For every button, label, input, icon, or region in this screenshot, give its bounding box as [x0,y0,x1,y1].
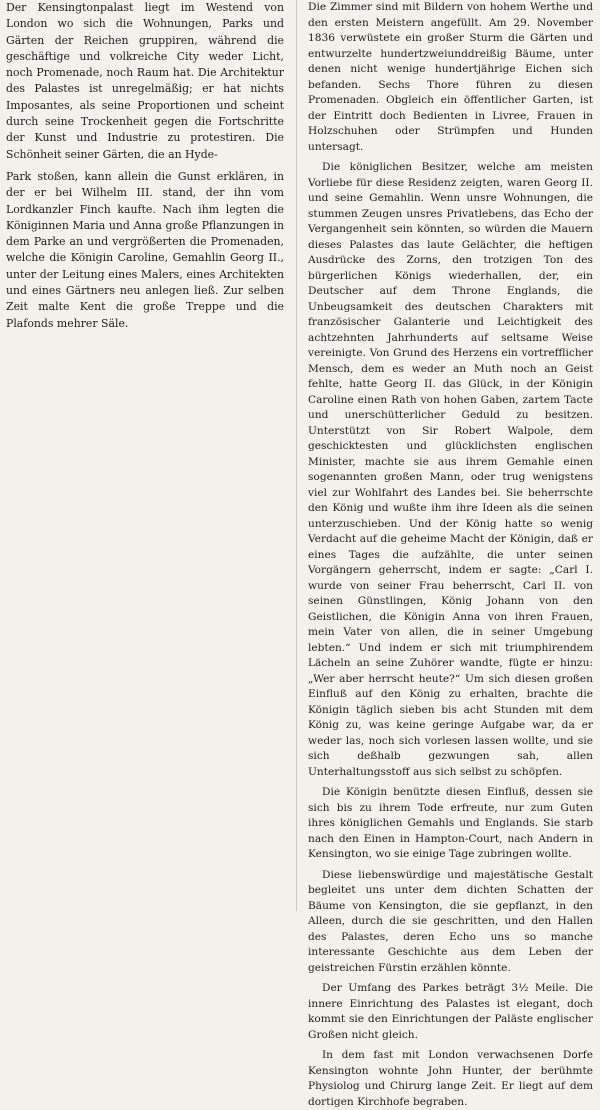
right-paragraph-6: In dem fast mit London verwachsenen Dorfe Kensington wohnte John Hunter, der berühmte Physiolog und Chirurg lange Zeit. Er liegt auf dem dortigen Kirchhofe begraben. [308,1049,593,1108]
column-divider [296,0,297,911]
right-paragraph-3: Die Königin benützte diesen Einfluß, dessen sie sich bis zu ihrem Tode erfreute, nur zum Guten ihres königlichen Gemahls und Englands. Sie starb nach den Einen in Hampton-Court, nach Andern in Kensington, wo sie einige Tage zubringen wollte. [308,786,593,860]
left-column [6,0,284,332]
right-paragraph-5: Der Umfang des Parkes beträgt 3½ Meile. Die innere Einrichtung des Palastes ist elegant, doch kommt sie den Einrichtungen der Paläste englischer Großen nicht gleich. [308,982,593,1041]
right-paragraph-4: Diese liebenswürdige und majestätische Gestalt begleitet uns unter dem dichten Schatten der Bäume von Kensington, die sie gepflanzt, in den Alleen, durch die sie geschritten, und den Hallen des Palastes, deren Echo uns so manche interessante Geschichte aus dem Leben der geistreichen Fürstin erzählen könnte. [308,868,593,974]
right-paragraph-1: Die Zimmer sind mit Bildern von hohem Werthe und den ersten Meistern angefüllt. Am 29. November 1836 verwüstete ein großer Sturm die Gärten und entwurzelte hundertzweiunddreißig Bäume, unter denen nicht wenige hundertjährige Eichen sich befanden. Sechs Thore führen zu diesen Promenaden. Obgleich ein öffentlicher Garten, ist der Eintritt doch Bedienten in Livree, Frauen in Holzschuhen oder Strümpfen und Hunden untersagt. [308,1,593,153]
right-column [308,0,593,1110]
left-paragraph-2: Park stoßen, kann allein die Gunst erklären, in der er bei Wilhelm III. stand, der ihn vom Lordkanzler Finch kaufte. Nach ihm legten die Königinnen Maria und Anna große Pflanzungen in dem Parke an und vergrößerten die Promenaden, welche die Königin Caroline, Gemahlin Georg II., unter der Leitung eines Malers, eines Architekten und eines Gärtners neu anlegen ließ. Zur selben Zeit malte Kent die große Treppe und die Plafonds mehrer Säle. [6,169,284,330]
right-paragraph-2: Die königlichen Besitzer, welche am meisten Vorliebe für diese Residenz zeigten, waren Georg II. und seine Gemahlin. Wenn unsre Wohnungen, die stummen Zeugen unsres Privatlebens, das Echo der Vergangenheit sein könnten, so würden die Mauern dieses Palastes das laute Gelächter, die heftigen Ausdrücke des Zorns, den trotzigen Ton des bürgerlichen Königs wiederhallen, der, ein Deutscher auf dem Throne Englands, die Unbeugsamkeit des deutschen Charakters mit französischer Galanterie und Leichtigkeit des achtzehnten Jahrhunderts auf seltsame Weise vereinigte. Von Grund des Herzens ein vortrefflicher Mensch, dem es weder an Muth noch an Geist fehlte, hatte Georg II. das Glück, in der Königin Caroline einen Rath von hohen Gaben, zartem Tacte und unerschütterlicher Geduld zu besitzen. Unterstützt von Sir Robert Walpole, dem geschicktesten und glücklichsten englischen Minister, machte sie aus ihrem Gemahle einen sogenannten großen Mann, oder trug wenigstens viel zur Wohlfahrt des Landes bei. Sie beherrschte den König und wußte ihm ihre Ideen als die seinen unterzuschieben. Und der König hatte so wenig Verdacht auf die geheime Macht der Königin, daß er eines Tages die aufzählte, die unter seinen Vorgängern geherrscht, indem er sagte: „Carl I. wurde von seiner Frau beherrscht, Carl II. von seinen Günstlingen, König Johann von den Geistlichen, die Königin Anna von ihren Frauen, mein Vater von allen, die in seiner Umgebung lebten.“ Und indem er sich mit triumphirendem Lächeln an seine Zuhörer wandte, fügte er hinzu: „Wer aber herrscht heute?“ Um sich diesen großen Einfluß auf den König zu erhalten, brachte die Königin täglich sieben bis acht Stunden mit dem König zu, was keine geringe Aufgabe war, da er weder las, noch sich vorlesen lassen wollte, und sie sich deßhalb gezwungen sah, allen Unterhaltungsstoff aus sich selbst zu schöpfen. [308,161,593,778]
left-paragraph-1: Der Kensingtonpalast liegt im Westend von London wo sich die Wohnungen, Parks und Gärten der Reichen gruppiren, während die geschäftige und volkreiche City weder Licht, noch Promenade, noch Raum hat. Die Architektur des Palastes ist unregelmäßig; er hat nichts Imposantes, als seine Proportionen und scheint durch seine Trockenheit gegen die Fortschritte der Kunst und Industrie zu protestiren. Die Schönheit seiner Gärten, die an Hyde- [6,1,284,161]
